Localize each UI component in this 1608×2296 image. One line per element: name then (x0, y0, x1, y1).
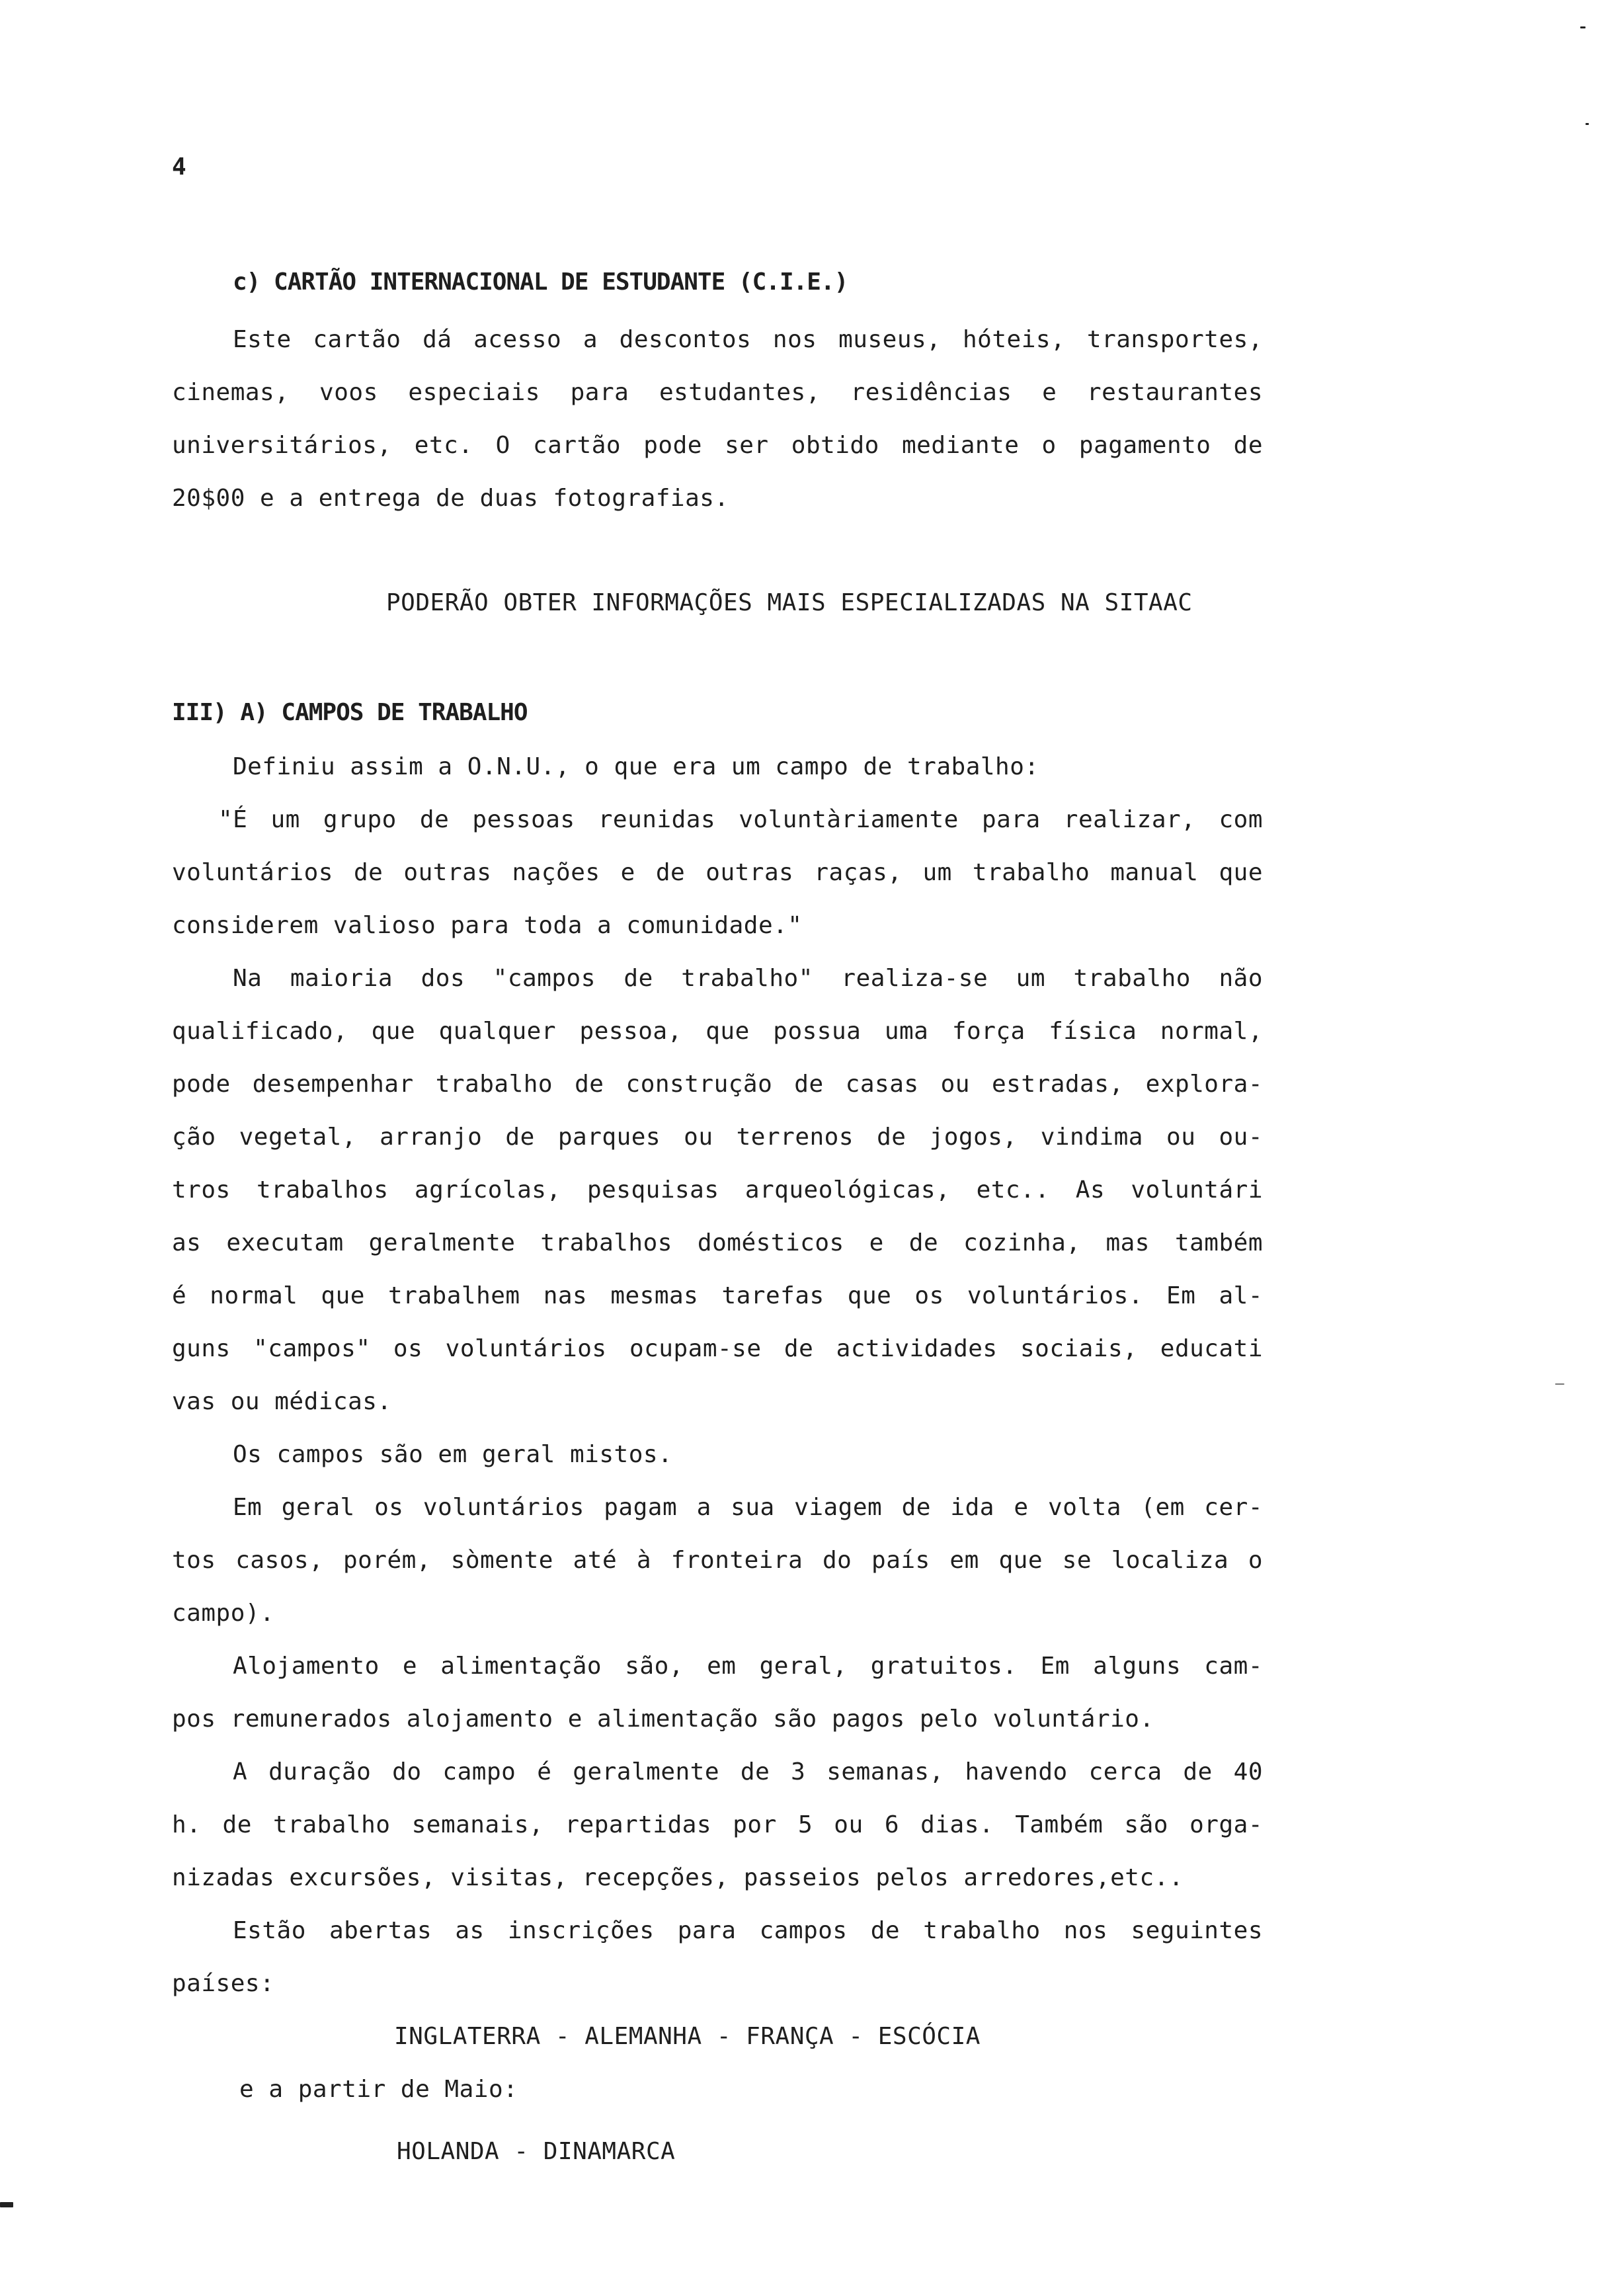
paragraph-line: Em geral os voluntários pagam a sua viagem de ida e volta (em cer- (233, 1494, 1263, 1521)
info-note: PODERÃO OBTER INFORMAÇÕES MAIS ESPECIALIZADAS NA SITAAC (386, 589, 1193, 616)
quote-line: voluntários de outras nações e de outras raças, um trabalho manual que (172, 859, 1263, 886)
section-c-line: universitários, etc. O cartão pode ser obtido mediante o pagamento de (172, 432, 1263, 459)
section-c-line: Este cartão dá acesso a descontos nos museus, hóteis, transportes, (233, 326, 1263, 353)
paragraph-line: Alojamento e alimentação são, em geral, gratuitos. Em alguns cam- (233, 1653, 1263, 1680)
paragraph-line: A duração do campo é geralmente de 3 semanas, havendo cerca de 40 (233, 1758, 1263, 1785)
scan-speck (1586, 123, 1589, 125)
section-c-line: cinemas, voos especiais para estudantes, residências e restaurantes (172, 379, 1263, 406)
paragraph-line: Definiu assim a O.N.U., o que era um campo de trabalho: (233, 753, 1039, 780)
paragraph-line: Estão abertas as inscrições para campos de trabalho nos seguintes (233, 1917, 1263, 1944)
countries-list-may: HOLANDA - DINAMARCA (397, 2138, 676, 2165)
section-c-heading: c) CARTÃO INTERNACIONAL DE ESTUDANTE (C.I.E.) (233, 268, 848, 296)
paragraph-line: Os campos são em geral mistos. (233, 1441, 673, 1468)
countries-list: INGLATERRA - ALEMANHA - FRANÇA - ESCÓCIA (394, 2023, 981, 2050)
page-number: 4 (172, 153, 186, 181)
quote-line: "É um grupo de pessoas reunidas voluntàriamente para realizar, com (218, 806, 1263, 833)
scan-speck (1580, 26, 1586, 28)
section-iii-heading: III) A) CAMPOS DE TRABALHO (172, 699, 528, 726)
paragraph-line: é normal que trabalhem nas mesmas tarefas que os voluntários. Em al- (172, 1282, 1263, 1309)
quote-line: considerem valioso para toda a comunidade." (172, 912, 803, 939)
paragraph-line: pos remunerados alojamento e alimentação são pagos pelo voluntário. (172, 1705, 1154, 1733)
paragraph-line: guns "campos" os voluntários ocupam-se de actividades sociais, educati (172, 1335, 1263, 1362)
from-may-note: e a partir de Maio: (239, 2076, 518, 2103)
paragraph-line: h. de trabalho semanais, repartidas por 5 ou 6 dias. Também são orga- (172, 1811, 1263, 1838)
paragraph-line: vas ou médicas. (172, 1388, 392, 1415)
paragraph-line: campo). (172, 1600, 275, 1627)
paragraph-line: tos casos, porém, sòmente até à fronteira do país em que se localiza o (172, 1547, 1263, 1574)
paragraph-line: nizadas excursões, visitas, recepções, passeios pelos arredores,etc.. (172, 1864, 1184, 1891)
paragraph-line: ção vegetal, arranjo de parques ou terrenos de jogos, vindima ou ou- (172, 1124, 1263, 1151)
scan-speck (0, 2202, 13, 2207)
paragraph-line: países: (172, 1970, 275, 1997)
section-c-line: 20$00 e a entrega de duas fotografias. (172, 485, 729, 512)
scan-speck (1555, 1383, 1564, 1385)
paragraph-line: qualificado, que qualquer pessoa, que possua uma força física normal, (172, 1018, 1263, 1045)
paragraph-line: pode desempenhar trabalho de construção de casas ou estradas, explora- (172, 1071, 1263, 1098)
paragraph-line: tros trabalhos agrícolas, pesquisas arqueológicas, etc.. As voluntári (172, 1176, 1263, 1204)
paragraph-line: as executam geralmente trabalhos domésticos e de cozinha, mas também (172, 1229, 1263, 1256)
paragraph-line: Na maioria dos "campos de trabalho" realiza-se um trabalho não (233, 965, 1263, 992)
